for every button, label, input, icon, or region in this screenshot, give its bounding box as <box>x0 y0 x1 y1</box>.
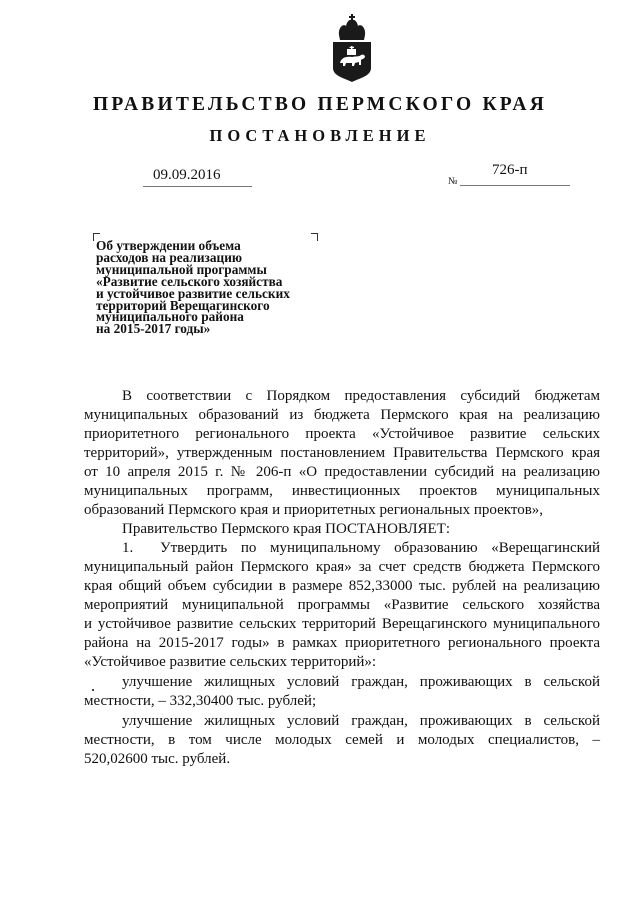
perm-krai-coat-of-arms-icon <box>330 14 374 82</box>
resolves-line: Правительство Пермского края ПОСТАНОВЛЯЕТ: <box>122 521 451 537</box>
body-line: приоритетного регионального проекта «Устойчивое развитие сельских <box>84 426 600 442</box>
number-sign: № <box>448 176 458 187</box>
document-type-title: ПОСТАНОВЛЕНИЕ <box>209 126 431 145</box>
document-number: 726-п <box>492 162 528 178</box>
subject-line: и устойчивое развитие сельских <box>96 285 290 301</box>
body-line: от 10 апреля 2015 г. № 206-п «О предоставлении субсидий на реализацию <box>84 464 600 480</box>
document-subject <box>96 240 336 335</box>
body-line: 520,02600 тыс. рублей. <box>84 751 231 767</box>
subject-line: муниципальной программы <box>96 261 267 277</box>
government-title: ПРАВИТЕЛЬСТВО ПЕРМСКОГО КРАЯ <box>93 94 547 115</box>
body-line: района на 2015-2017 годы» в рамках приоритетного регионального проекта <box>84 635 600 651</box>
body-line: В соответствии с Порядком предоставления субсидий бюджетам <box>122 388 600 404</box>
body-line: образований Пермского края и приоритетных региональных проектов», <box>84 502 544 518</box>
body-line: территорий», утвержденным постановлением Правительства Пермского края <box>84 445 600 461</box>
body-line: «Устойчивое развитие сельских территорий»: <box>84 654 377 670</box>
item-number: 1. <box>122 540 134 556</box>
body-line: местности, в том числе молодых семей и молодых специалистов, – <box>84 732 600 748</box>
subject-line: Об утверждении объема <box>96 238 241 253</box>
body-line: и устойчивое развитие сельских территорий Верещагинского муниципального <box>84 616 600 632</box>
subject-line: муниципального района <box>96 309 244 325</box>
body-line: мероприятий муниципальной программы «Развитие сельского хозяйства <box>84 597 600 613</box>
subject-line: расходов на реализацию <box>96 249 243 265</box>
date-underline <box>143 186 252 187</box>
body-line: муниципальных образований из бюджета Пермского края на реализацию <box>84 407 600 423</box>
body-line: муниципальных программ, инвестиционных проектов муниципальных <box>84 483 600 499</box>
document-date: 09.09.2016 <box>153 167 221 183</box>
body-line: улучшение жилищных условий граждан, проживающих в сельской <box>122 713 600 729</box>
subject-line: на 2015-2017 годы» <box>96 321 211 337</box>
body-line: края общий объем субсидии в размере 852,33000 тыс. рублей на реализацию <box>84 578 600 594</box>
subject-line: «Развитие сельского хозяйства <box>96 273 283 289</box>
body-line: местности, – 332,30400 тыс. рублей; <box>84 693 317 709</box>
margin-dot <box>92 689 94 691</box>
subject-line: территорий Верещагинского <box>96 297 270 313</box>
body-line: улучшение жилищных условий граждан, проживающих в сельской <box>122 674 600 690</box>
number-underline <box>460 185 570 186</box>
body-line: муниципальный район Пермского края» за счет средств бюджета Пермского <box>84 559 600 575</box>
body-line: Утвердить по муниципальному образованию «Верещагинский <box>160 540 600 556</box>
